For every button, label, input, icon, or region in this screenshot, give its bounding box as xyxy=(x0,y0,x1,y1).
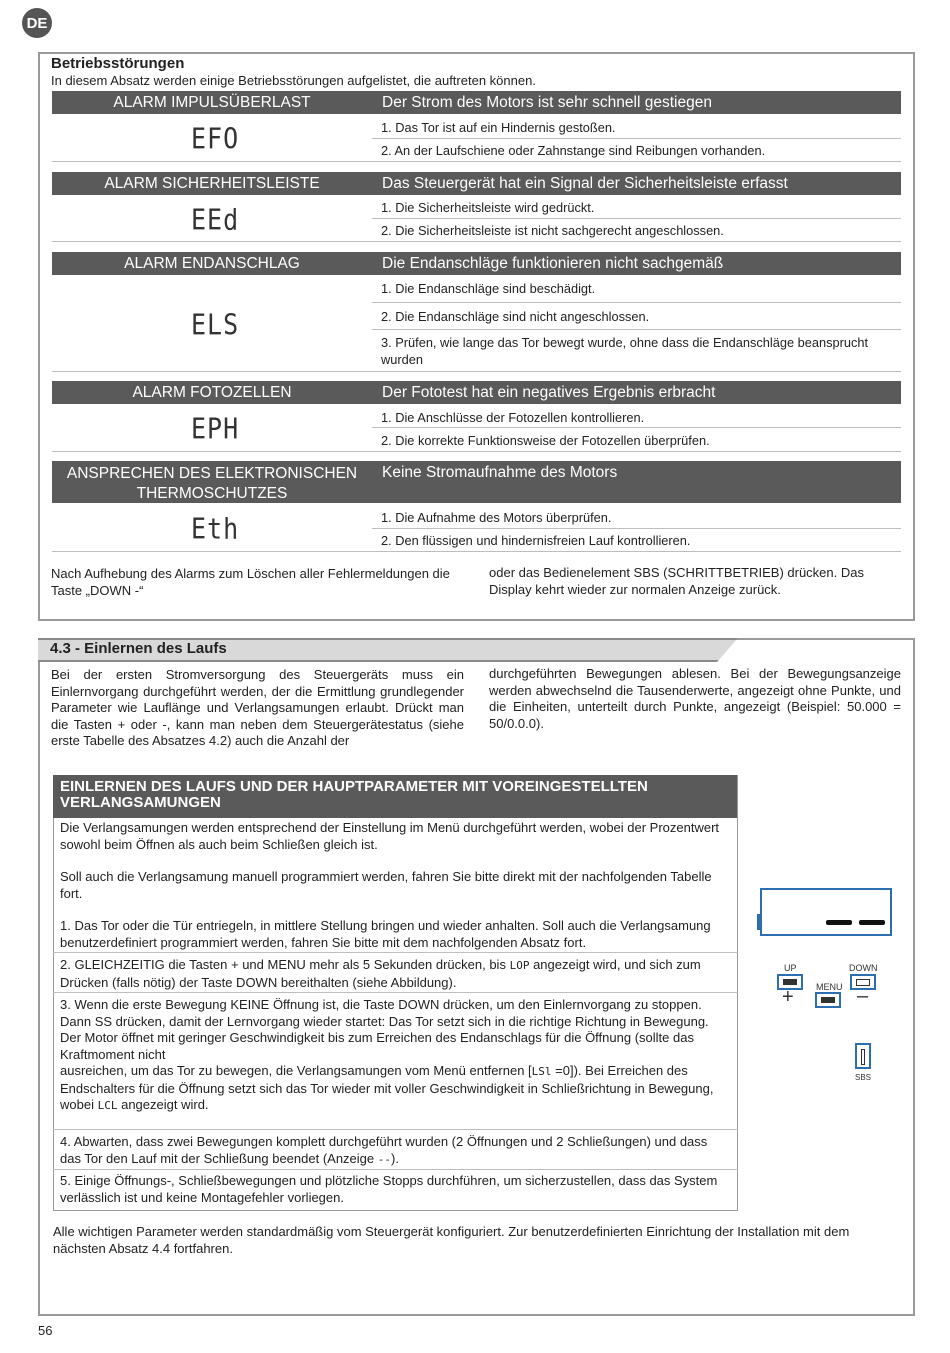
divider xyxy=(372,427,901,428)
faults-title: Betriebsstörungen xyxy=(51,55,185,72)
alarm-header xyxy=(52,172,901,196)
plus-sign: + xyxy=(782,986,794,1008)
button-outline xyxy=(861,1049,865,1065)
divider xyxy=(53,952,738,953)
alarm-item: 2. Die korrekte Funktionsweise der Fotozellen überprüfen. xyxy=(381,433,710,448)
alarm-display-code: ELS xyxy=(191,307,240,342)
step-text: ). xyxy=(391,1150,399,1166)
up-label: UP xyxy=(784,963,797,973)
divider xyxy=(372,138,901,139)
menu-label: MENU xyxy=(816,982,843,992)
faults-footer-left: Nach Aufhebung des Alarms zum Löschen aller Fehlermeldungen die Taste „DOWN -“ xyxy=(51,566,450,598)
alarm-name: ALARM SICHERHEITSLEISTE xyxy=(104,174,320,192)
alarm-item: 1. Die Anschlüsse der Fotozellen kontrollieren. xyxy=(381,410,645,425)
procedure-step xyxy=(60,997,728,1115)
faults-footer-right: oder das Bedienelement SBS (SCHRITTBETRIEB) drücken. Das Display kehrt wieder zur normalen Anzeige zurück. xyxy=(489,565,864,597)
display-segment xyxy=(826,920,852,925)
language-badge: DE xyxy=(22,8,52,38)
divider xyxy=(52,551,901,552)
section-title: 4.3 - Einlernen des Laufs xyxy=(50,640,227,657)
divider xyxy=(372,302,901,303)
procedure-step: 5. Einige Öffnungs-, Schließbewegungen und plötzliche Stopps durchführen, um sicherzustellen, dass das System verlässlich ist und keine Montagefehler vorliegen. xyxy=(60,1173,718,1205)
sbs-button[interactable] xyxy=(855,1043,871,1069)
display-segment xyxy=(859,920,885,925)
procedure-step xyxy=(60,1134,728,1168)
alarm-item: 1. Das Tor ist auf ein Hindernis gestoßen. xyxy=(381,120,616,135)
divider xyxy=(52,241,901,242)
alarm-name: ALARM IMPULSÜBERLAST xyxy=(113,93,311,111)
divider xyxy=(52,371,901,372)
alarm-item: 1. Die Sicherheitsleiste wird gedrückt. xyxy=(381,200,595,215)
display-code: LOP xyxy=(509,959,530,972)
alarm-cause: Der Fototest hat ein negatives Ergebnis erbracht xyxy=(382,383,716,401)
step-text: angezeigt wird, und sich zum Drücken (falls nötig) der Taste DOWN bereithalten (siehe Abbildung). xyxy=(60,957,701,990)
alarm-display-code: EFO xyxy=(191,121,240,156)
page-number: 56 xyxy=(38,1323,53,1338)
alarm-item: 3. Prüfen, wie lange das Tor bewegt wurde, ohne dass die Endanschläge beansprucht wurden xyxy=(381,335,869,367)
alarm-header xyxy=(52,461,901,504)
step-text: =0]). Bei Erreichen des Endschalters für die Öffnung setzt sich das Tor wieder mit voller Geschwindigkeit in Schließrichtung in Bewegung, wobei xyxy=(60,1063,714,1112)
learning-col-left: Bei der ersten Stromversorgung des Steuergeräts muss ein Einlernvorgang durchgeführt werden, der die Ermittlung grundlegender Parameter wie Lauflänge und Verlangsamungen erlaubt. Drückt man die Tasten + oder -, kann man neben dem Steuergerätestatus (siehe erste Tabelle des Absatzes 4.2) auch die Anzahl der xyxy=(51,667,464,748)
display-code: -- xyxy=(377,1152,392,1166)
menu-button[interactable] xyxy=(815,992,841,1008)
procedure-box-title: EINLERNEN DES LAUFS UND DER HAUPTPARAMETER MIT VOREINGESTELLTEN VERLANGSAMUNGEN xyxy=(53,775,737,818)
step-text: Dann SS drücken, damit der Lernvorgang wieder startet: Das Tor setzt sich in die richtige Richtung in Bewegung. Der Motor öffnet mit geringer Geschwindigkeit bis zum Erreichen des Endanschlags für die Öffnung (sollte das Kraftmoment nicht xyxy=(60,1013,709,1062)
alarm-name: ALARM FOTOZELLEN xyxy=(132,383,292,401)
alarm-cause: Das Steuergerät hat ein Signal der Sicherheitsleiste erfasst xyxy=(382,174,788,192)
divider xyxy=(372,528,901,529)
procedure-paragraph: Die Verlangsamungen werden entsprechend der Einstellung im Menü durchgeführt werden, wobei der Prozentwert sowohl beim Öffnen als auch beim Schließen gleich ist. xyxy=(60,820,720,852)
step-text: ausreichen, um das Tor zu bewegen, die Verlangsamungen vom Menü entfernen [ xyxy=(60,1063,532,1078)
alarm-cause: Die Endanschläge funktionieren nicht sachgemäß xyxy=(382,254,724,272)
procedure-paragraph: Soll auch die Verlangsamung manuell programmiert werden, fahren Sie bitte direkt mit der nachfolgenden Tabelle fort. xyxy=(60,869,712,901)
step-text: 2. GLEICHZEITIG die Tasten + und MENU mehr als 5 Sekunden drücken, bis xyxy=(60,957,506,972)
learning-col-right: durchgeführten Bewegungen ablesen. Bei der Bewegungsanzeige werden abwechselnd die Tausenderwerte, angezeigt ohne Punkte, und die Einheiten, unterteilt durch Punkte, angezeigt (Beispiel: 50.000 = 50/0.0.0). xyxy=(489,666,901,731)
procedure-step xyxy=(60,957,728,991)
display-code: LCL xyxy=(97,1099,118,1112)
alarm-display-code: EEd xyxy=(191,202,240,237)
alarm-item: 2. Den flüssigen und hindernisfreien Lauf kontrollieren. xyxy=(381,533,691,548)
minus-sign: – xyxy=(857,985,869,1007)
alarm-header xyxy=(52,381,901,405)
alarm-item: 2. An der Laufschiene oder Zahnstange sind Reibungen vorhanden. xyxy=(381,143,766,158)
divider xyxy=(372,218,901,219)
step-text: angezeigt wird. xyxy=(121,1097,209,1112)
button-pressed-indicator xyxy=(783,979,797,985)
step-text xyxy=(60,1063,728,1115)
step-text: 3. Wenn die erste Bewegung KEINE Öffnung ist, die Taste DOWN drücken, um den Einlernvorgang zu stoppen. xyxy=(60,997,702,1012)
alarm-item: 2. Die Endanschläge sind nicht angeschlossen. xyxy=(381,309,650,324)
down-label: DOWN xyxy=(849,963,878,973)
display-panel xyxy=(760,888,892,936)
panel-notch xyxy=(757,914,760,930)
alarm-display-code: EPH xyxy=(191,411,240,446)
display-code: LSl xyxy=(531,1065,552,1078)
alarm-item: 2. Die Sicherheitsleiste ist nicht sachgerecht angeschlossen. xyxy=(381,223,724,238)
faults-intro: In diesem Absatz werden einige Betriebsstörungen aufgelistet, die auftreten können. xyxy=(51,73,536,88)
alarm-cause: Der Strom des Motors ist sehr schnell gestiegen xyxy=(382,93,712,111)
step-text: 4. Abwarten, dass zwei Bewegungen komplett durchgeführt wurden (2 Öffnungen und 2 Schließungen) und dass das Tor den Lauf mit der Schließung beendet (Anzeige xyxy=(60,1134,708,1166)
closing-paragraph: Alle wichtigen Parameter werden standardmäßig vom Steuergerät konfiguriert. Zur benutzerdefinierten Einrichtung der Installation mit dem nächsten Absatz 4.4 fortfahren. xyxy=(53,1224,850,1256)
procedure-step: 1. Das Tor oder die Tür entriegeln, in mittlere Stellung bringen und wieder anhalten. Soll auch die Verlangsamung benutzerdefiniert programmiert werden, fahren Sie bitte mit dem nachfolgenden Absatz fort. xyxy=(60,918,711,950)
alarm-cause: Keine Stromaufnahme des Motors xyxy=(382,464,618,481)
button-pressed-indicator xyxy=(821,997,835,1003)
divider xyxy=(53,1169,738,1170)
divider xyxy=(372,329,901,330)
divider xyxy=(53,1129,738,1130)
sbs-label: SBS xyxy=(855,1073,872,1082)
alarm-item: 1. Die Aufnahme des Motors überprüfen. xyxy=(381,510,612,525)
divider xyxy=(52,161,901,162)
alarm-header xyxy=(52,91,901,115)
divider xyxy=(52,451,901,452)
divider xyxy=(53,992,738,993)
alarm-name: ANSPRECHEN DES ELEKTRONISCHEN THERMOSCHUTZES xyxy=(66,465,358,502)
alarm-name: ALARM ENDANSCHLAG xyxy=(124,254,300,272)
alarm-item: 1. Die Endanschläge sind beschädigt. xyxy=(381,281,596,296)
alarm-display-code: Eth xyxy=(191,511,240,546)
alarm-header xyxy=(52,252,901,276)
